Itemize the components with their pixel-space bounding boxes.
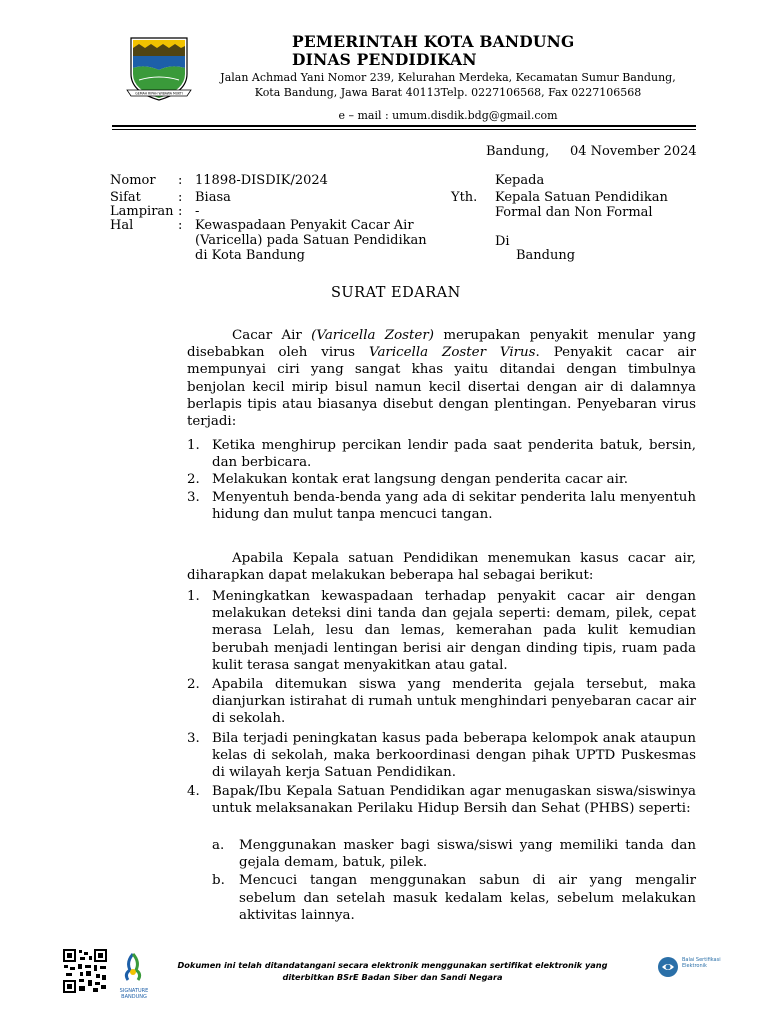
sifat-colon: : [178, 190, 183, 205]
phbs-sub-list-item [212, 837, 696, 871]
recipient-kepada: Kepada [495, 173, 545, 188]
spread-list-item-text: Menyentuh benda-benda yang ada di sekitar penderita lalu menyentuh hidung dan mulut tanpa mencuci tangan. [212, 489, 696, 522]
footer-e-signature-notice: Dokumen ini telah ditandatangani secara elektronik menggunakan sertifikat elektronik yang diterbitkan BSrE Badan Siber dan Sandi Negara [177, 960, 608, 982]
recipient-line1: Kepala Satuan Pendidikan [495, 190, 668, 205]
action-list-item [187, 730, 696, 782]
bsre-label: Balai Sertifikasi Elektronik [682, 957, 721, 969]
hal-value-line1: Kewaspadaan Penyakit Cacar Air [195, 218, 414, 233]
bandung-city-logo [125, 34, 193, 102]
sifat-value: Biasa [195, 190, 231, 205]
phbs-sub-list-item-text: Mencuci tangan menggunakan sabun di air yang mengalir sebelum dan setelah masuk kedalam kelas, sebelum melakukan aktivitas lainnya. [239, 873, 696, 923]
spread-list-item [187, 489, 696, 523]
header-divider-thick [112, 125, 696, 127]
action-list-item-number: 2. [187, 677, 200, 693]
hal-value-line3: di Kota Bandung [195, 248, 305, 263]
spread-list-item [187, 437, 696, 471]
action-list-item-number: 1. [187, 589, 200, 604]
action-list [187, 588, 696, 820]
hal-value-line2: (Varicella) pada Satuan Pendidikan [195, 233, 427, 248]
phbs-sub-list-item-text: Menggunakan masker bagi siswa/siswi yang memiliki tanda dan gejala demam, batuk, pilek. [239, 838, 696, 871]
header-divider-thin [112, 129, 696, 130]
action-list-item-text: Bila terjadi peningkatan kasus pada beberapa kelompok anak ataupun kelas di sekolah, maka berkoordinasi dengan pihak UPTD Puskesmas di wilayah kerja Satuan Pendidikan. [212, 730, 696, 781]
recipient-yth: Yth. [451, 190, 478, 205]
phbs-sub-list-item-number: a. [212, 838, 225, 853]
spread-list-item-text: Ketika menghirup percikan lendir pada saat penderita batuk, bersin, dan berbicara. [212, 438, 696, 471]
nomor-label: Nomor [110, 173, 156, 188]
spread-list-item [187, 471, 696, 488]
recipient-city: Bandung [516, 248, 576, 263]
letter-title: SURAT EDARAN [331, 285, 461, 301]
date-city: Bandung, [486, 144, 550, 159]
action-list-item-text: Apabila ditemukan siswa yang menderita gejala tersebut, maka dianjurkan istirahat di rumah untuk menghindari penyebaran cacar air di sekolah. [212, 677, 696, 727]
logo-motto: GEMAH RIPAH WIBAWA MUKTI [135, 91, 183, 96]
action-list-item [187, 783, 696, 817]
action-list-item-number: 3. [187, 730, 200, 746]
hal-colon: : [178, 218, 183, 233]
spread-list-item-number: 1. [187, 438, 200, 453]
qr-code-icon [62, 948, 108, 994]
spread-list-item-number: 3. [187, 489, 200, 505]
header-agency-name: DINAS PENDIDIKAN [292, 50, 477, 69]
header-email: e – mail : umum.disdik.bdg@gmail.com [338, 109, 558, 122]
date-value: 04 November 2024 [570, 144, 697, 159]
header-government-name: PEMERINTAH KOTA BANDUNG [292, 32, 575, 51]
intro-paragraph: Cacar Air (Varicella Zoster) merupakan penyakit menular yang disebabkan oleh virus Varicella Zoster Virus. Penyakit cacar air mempunyai ciri yang sangat khas yaitu ditandai dengan timbulnya benjolan kecil mirip bisul namun kecil disertai dengan air di dalamnya berlapis tipis atau biasanya disebut dengan plentingan. Penyebaran virus terjadi: [187, 328, 697, 430]
bsre-logo-icon [657, 956, 679, 978]
lampiran-value: - [195, 204, 200, 219]
phbs-sub-list-item-number: b. [212, 873, 225, 889]
action-list-item [187, 676, 696, 728]
action-list-item-number: 4. [187, 784, 200, 800]
lampiran-label: Lampiran [110, 204, 174, 219]
action-list-item-text: Bapak/Ibu Kepala Satuan Pendidikan agar menugaskan siswa/siswinya untuk melaksanakan Perilaku Hidup Bersih dan Sehat (PHBS) seperti: [212, 784, 696, 817]
spread-list-item-text: Melakukan kontak erat langsung dengan penderita cacar air. [212, 472, 629, 488]
spread-list-item-number: 2. [187, 472, 200, 488]
action-list-item [187, 588, 696, 674]
lampiran-colon: : [178, 204, 183, 219]
phbs-sub-list [212, 837, 696, 925]
action-intro-paragraph: Apabila Kepala satuan Pendidikan menemukan kasus cacar air, diharapkan dapat melakukan beberapa hal sebagai berikut: [187, 551, 696, 584]
header-address: Jalan Achmad Yani Nomor 239, Kelurahan Merdeka, Kecamatan Sumur Bandung, Kota Bandung, Jawa Barat 40113Telp. 0227106568, Fax 0227106568 [220, 71, 676, 99]
recipient-line2: Formal dan Non Formal [495, 205, 653, 220]
hal-label: Hal [110, 218, 134, 233]
nomor-colon: : [178, 173, 183, 188]
nomor-value: 11898-DISDIK/2024 [195, 173, 328, 188]
signature-bandung-logo [116, 950, 150, 988]
phbs-sub-list-item [212, 872, 696, 924]
sifat-label: Sifat [110, 190, 141, 205]
recipient-di: Di [495, 234, 510, 249]
spread-list [187, 437, 696, 523]
signature-bandung-label: SIGNATURE BANDUNG [119, 988, 149, 1000]
action-list-item-text: Meningkatkan kewaspadaan terhadap penyakit cacar air dengan melakukan deteksi dini tanda dan gejala seperti: demam, pilek, cepat merasa Lelah, lesu dan lemas, kemerahan pada kulit kemudian berubah menjadi lentingan berisi air dengan dinding tipis, ruam pada kulit terasa sangat menyakitkan atau gatal. [212, 589, 696, 673]
